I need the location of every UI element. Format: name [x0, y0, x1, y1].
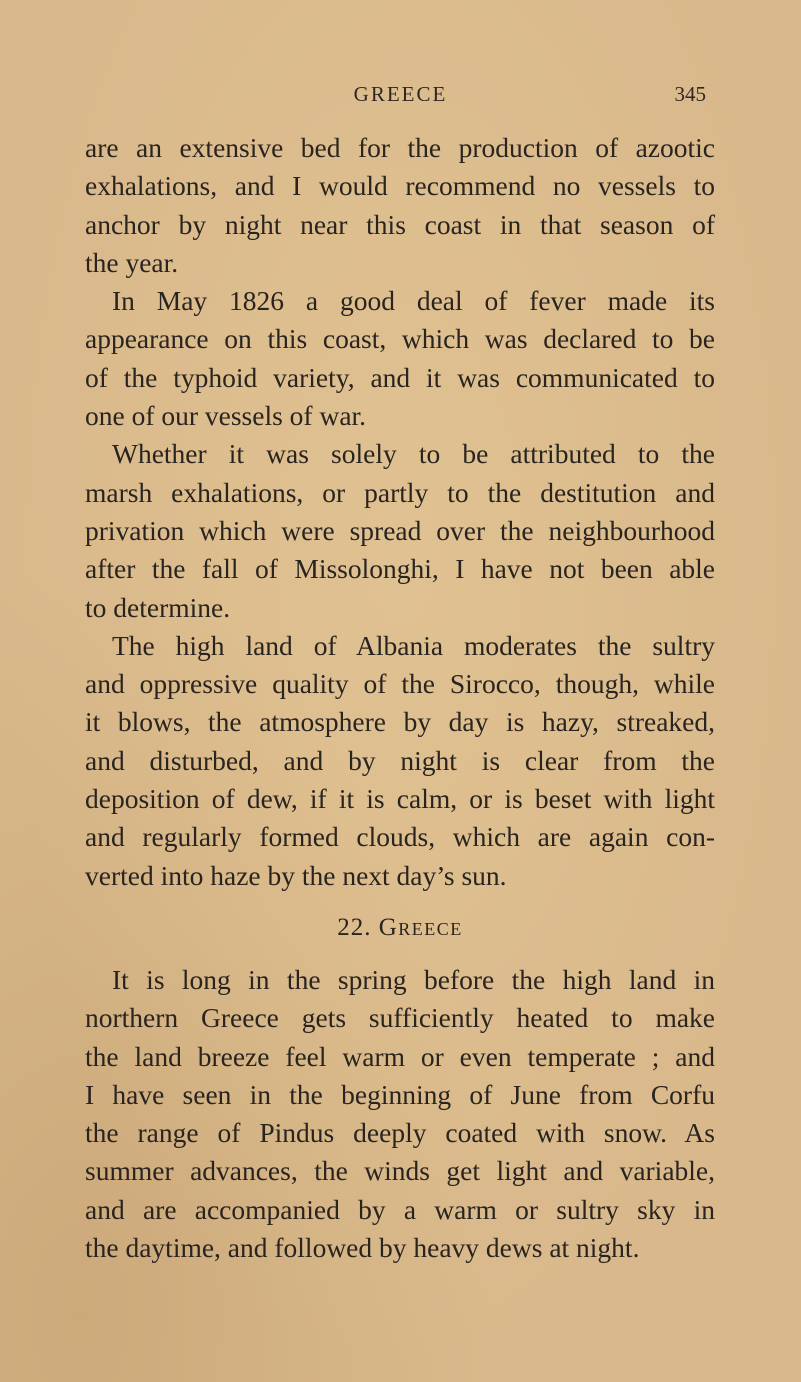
text-line: are an extensive bed for the production of azootic	[85, 132, 715, 163]
text-line: anchor by night near this coast in that season of	[85, 208, 715, 240]
text-line: The high land of Albania moderates the sultry	[112, 629, 715, 661]
paragraph	[85, 627, 715, 895]
body-text	[85, 129, 715, 1267]
text-line: deposition of dew, if it is calm, or is beset with light	[85, 783, 715, 815]
section-heading	[85, 895, 715, 961]
text-line: appearance on this coast, which was declared to be	[85, 323, 715, 355]
page-number: 345	[674, 82, 706, 106]
text-line: exhalations, and I would recommend no vessels to	[85, 170, 715, 202]
section-title: Greece	[378, 913, 463, 941]
text-line: the year.	[85, 246, 179, 278]
section-number: 22.	[337, 913, 372, 941]
text-line: privation which were spread over the neighbourhood	[85, 514, 715, 546]
text-line: of the typhoid variety, and it was communicated to	[85, 361, 715, 393]
text-line: verted into haze by the next day’s sun.	[85, 859, 507, 891]
text-line: and regularly formed clouds, which are again con-	[85, 821, 715, 853]
text-line: one of our vessels of war.	[85, 400, 367, 432]
text-line: and oppressive quality of the Sirocco, though, while	[85, 668, 715, 700]
text-line: after the fall of Missolonghi, I have not been able	[85, 553, 715, 585]
text-line: Whether it was solely to be attributed to the	[112, 438, 715, 470]
running-title: GREECE	[353, 82, 448, 106]
text-line: and are accompanied by a warm or sultry sky in	[85, 1193, 715, 1225]
text-line: and disturbed, and by night is clear from the	[85, 744, 715, 776]
text-line: It is long in the spring before the high land in	[112, 963, 715, 995]
text-line: the range of Pindus deeply coated with snow. As	[85, 1117, 715, 1149]
paragraph	[85, 435, 715, 626]
running-head	[0, 82, 801, 112]
text-line: summer advances, the winds get light and variable,	[85, 1155, 715, 1187]
paragraph	[85, 129, 715, 282]
text-line: In May 1826 a good deal of fever made its	[112, 285, 715, 317]
text-line: the land breeze feel warm or even temperate ; and	[85, 1040, 715, 1072]
text-line: it blows, the atmosphere by day is hazy, streaked,	[85, 706, 715, 738]
paragraph	[85, 961, 715, 1267]
text-line: northern Greece gets sufficiently heated to make	[85, 1002, 715, 1034]
text-line: to determine.	[85, 591, 231, 623]
text-line: I have seen in the beginning of June from Corfu	[85, 1078, 715, 1110]
text-line: marsh exhalations, or partly to the destitution and	[85, 476, 715, 508]
paragraph	[85, 282, 715, 435]
text-line: the daytime, and followed by heavy dews at night.	[85, 1232, 640, 1264]
